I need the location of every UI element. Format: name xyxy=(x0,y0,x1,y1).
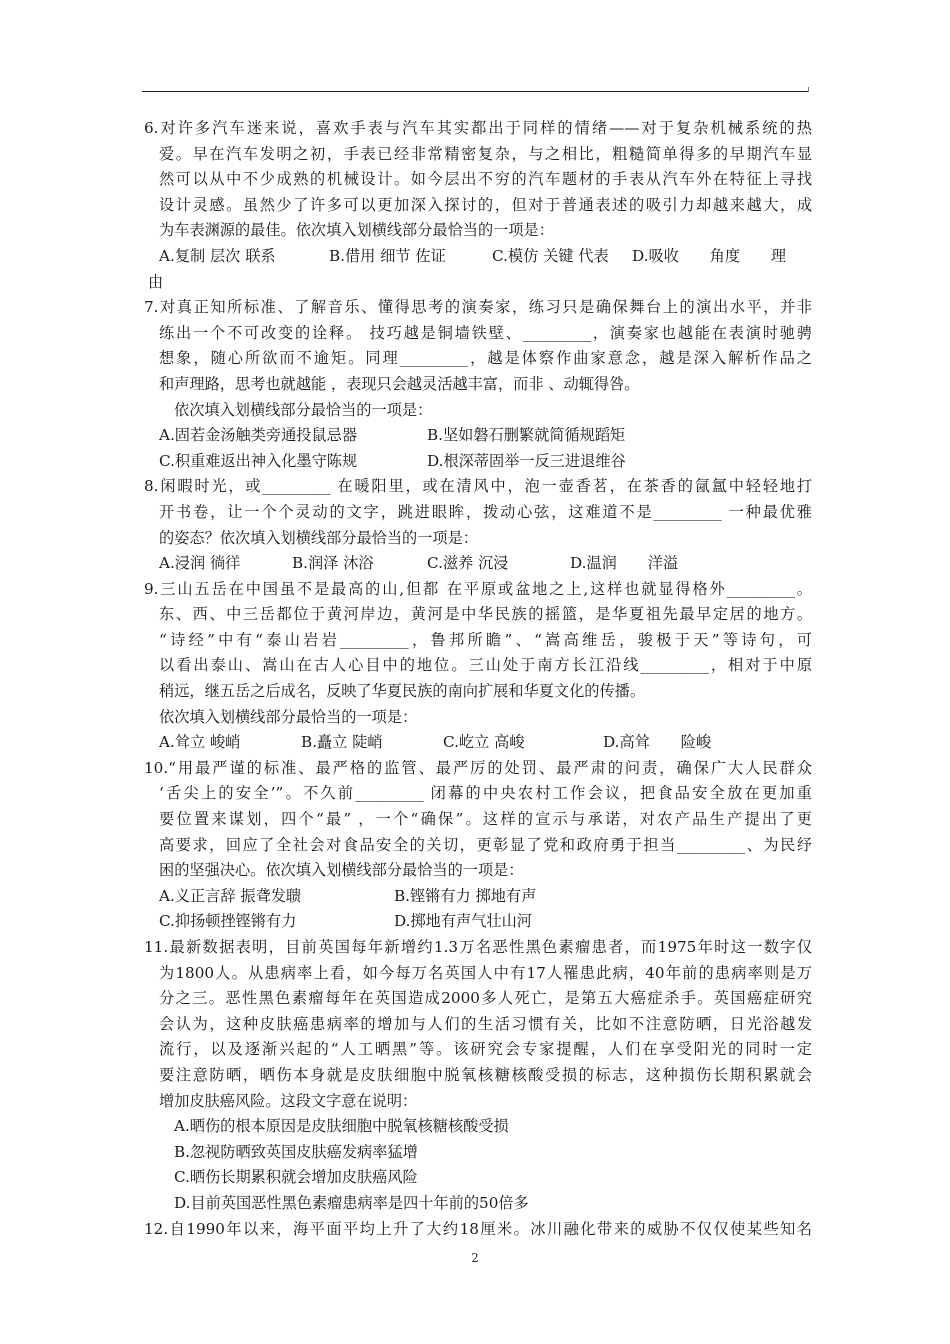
options-row xyxy=(144,884,812,910)
question-7 xyxy=(144,295,812,474)
option-c: C.积重难返出神入化墨守陈规 xyxy=(159,451,358,470)
header-rule xyxy=(142,91,808,92)
option-b: B.忽视防晒致英国皮肤癌发病率猛增 xyxy=(174,1142,418,1161)
option-c: C.屹立 高峻 xyxy=(443,733,525,752)
question-10 xyxy=(144,756,812,935)
option-c: C.模仿 关键 代表 xyxy=(492,246,609,265)
question-text-line: 要位置来谋划，四个“最” ，一个“确保”。这样的宣示与承诺，对农产品生产提出了更 xyxy=(159,810,812,829)
option-b: B.坚如磐石删繁就简循规蹈矩 xyxy=(427,426,626,445)
question-text-line: 增加皮肤癌风险。这段文字意在说明： xyxy=(159,1091,418,1110)
options-row xyxy=(144,551,812,577)
option-c: C.抑扬顿挫铿锵有力 xyxy=(159,912,297,931)
option-a: A.晒伤的根本原因是皮肤细胞中脱氧核糖核酸受损 xyxy=(174,1117,509,1136)
question-text-line: 稍远，继五岳之后成名，反映了华夏民族的南向扩展和华夏文化的传播。 xyxy=(159,682,645,701)
question-text-line: 12.自1990年以来，海平面平均上升了大约18厘米。冰川融化带来的威胁不仅仅使某些知名 xyxy=(144,1219,812,1238)
question-prompt: 依次填入划横线部分最恰当的一项是： xyxy=(174,400,433,419)
question-text-line: 要注意防晒，晒伤本身就是皮肤细胞中脱氧核糖核酸受损的标志，这种损伤长期积累就会 xyxy=(159,1065,812,1084)
question-text-line: 11.最新数据表明，目前英国每年新增约1.3万名恶性黑色素瘤患者，而1975年时这一数字仅 xyxy=(144,938,812,956)
question-text-line: 高要求，回应了全社会对食品安全的关切，更彰显了党和政府勇于担当_________、为民纾 xyxy=(159,835,812,854)
question-text-line: 10.“用最严谨的标准、最严格的监管、最严厉的处罚、最严肃的问责，确保广大人民群众 xyxy=(144,758,812,777)
question-prompt: 依次填入划横线部分最恰当的一项是： xyxy=(159,707,418,726)
question-text-line: 的姿态？依次填入划横线部分最恰当的一项是： xyxy=(159,528,478,547)
option-c: C.滋养 沉浸 xyxy=(427,554,509,573)
option-c: C.晒伤长期累积就会增加皮肤癌风险 xyxy=(174,1168,418,1187)
question-8 xyxy=(144,474,812,576)
question-text-line: 东、西、中三岳都位于黄河岸边，黄河是中华民族的摇篮，是华夏祖先最早定居的地方。 xyxy=(159,605,812,624)
option-a: A.复制 层次 联系 xyxy=(159,246,276,265)
question-text-line: 爱。早在汽车发明之初，手表已经非常精密复杂，与之相比，粗糙简单得多的早期汽车显 xyxy=(159,144,812,163)
question-text-line: 会认为，这种皮肤癌患病率的增加与人们的生活习惯有关，比如不注意防晒，日光浴越发 xyxy=(159,1014,812,1033)
option-d: D.根深蒂固举一反三进退维谷 xyxy=(427,451,626,470)
option-d: D.目前英国恶性黑色素瘤患病率是四十年前的50倍多 xyxy=(174,1193,529,1212)
options-row xyxy=(144,449,812,475)
options-row xyxy=(144,423,812,449)
question-text-line: 开书卷，让一个个灵动的文字，跳进眼眸，拨动心弦，这难道不是_________ 一种最优雅 xyxy=(159,502,812,521)
option-b: B.润泽 沐浴 xyxy=(292,554,374,573)
question-text-line: 想象，随心所欲而不逾矩。同理_________，越是体察作曲家意念，越是深入解析作品之 xyxy=(159,349,812,368)
question-text-line: 困的坚强决心。依次填入划横线部分最恰当的一项是： xyxy=(159,861,524,880)
question-text-line: 为车表渊源的最佳。依次填入划横线部分最恰当的一项是： xyxy=(159,221,554,240)
option-a: A.固若金汤触类旁通投鼠忌器 xyxy=(159,426,358,445)
question-6 xyxy=(144,116,812,295)
question-text-line: 7.对真正知所标准、了解音乐、懂得思考的演奏家，练习只是确保舞台上的演出水平，并非 xyxy=(144,298,812,317)
options-row xyxy=(144,909,812,935)
option-a: A.浸润 徜徉 xyxy=(159,554,241,573)
option-b: B.借用 细节 佐证 xyxy=(329,246,446,265)
option-a: A.耸立 峻峭 xyxy=(159,733,241,752)
option-wrap: 由 xyxy=(148,272,164,291)
question-9 xyxy=(144,577,812,756)
question-text-line: 以看出泰山、嵩山在古人心目中的地位。三山处于南方长江沿线_________，相对于中原 xyxy=(159,656,812,675)
option-d: D.吸收 角度 理 xyxy=(632,246,787,265)
question-text-line: “诗经”中有“泰山岩岩_________，鲁邦所瞻”、“嵩高维岳，骏极于天”等诗句，可 xyxy=(159,630,812,649)
question-12 xyxy=(144,1217,812,1243)
options-row xyxy=(144,730,812,756)
question-text-line: 8.闲暇时光，或_________ 在暖阳里，或在清风中，泡一壶香茗，在茶香的氤氲中轻轻地打 xyxy=(144,477,812,496)
question-text-line: 为1800人。从患病率上看，如今每万名英国人中有17人罹患此病，40年前的患病率则是万 xyxy=(159,963,812,982)
option-b: B.铿锵有力 掷地有声 xyxy=(394,886,537,905)
option-a: A.义正言辞 振聋发聩 xyxy=(159,886,302,905)
exam-page-body xyxy=(144,116,812,1242)
question-text-line: 6.对许多汽车迷来说，喜欢手表与汽车其实都出于同样的情绪——对于复杂机械系统的热 xyxy=(144,119,812,137)
options-row xyxy=(144,244,812,270)
option-d: D.温润 洋溢 xyxy=(570,554,679,573)
page-number: 2 xyxy=(471,1251,479,1265)
option-d: D.高耸 险峻 xyxy=(603,733,712,752)
question-text-line: 练出一个不可改变的诠释。 技巧越是铜墙铁壁、_________，演奏家也越能在表演时驰骋 xyxy=(159,323,812,342)
question-text-line: 然可以从中不少成熟的机械设计。如今层出不穷的汽车题材的手表从汽车外在特征上寻找 xyxy=(159,170,812,189)
question-text-line: ‘舌尖上的安全’”。不久前_________ 闭幕的中央农村工作会议，把食品安全放在更加重 xyxy=(159,784,812,803)
question-11 xyxy=(144,935,812,1217)
option-b: B.矗立 陡峭 xyxy=(301,733,383,752)
option-d: D.掷地有声气壮山河 xyxy=(394,912,532,931)
question-text-line: 设计灵感。虽然少了许多可以更加深入探讨的，但对于普通表述的吸引力却越来越大，成 xyxy=(159,195,812,214)
question-text-line: 和声理路，思考也就越能 ，表现只会越灵活越丰富，而非 、动辄得咎。 xyxy=(159,374,640,393)
question-text-line: 分之三。恶性黑色素瘤每年在英国造成2000多人死亡，是第五大癌症杀手。英国癌症研究 xyxy=(159,989,812,1008)
question-text-line: 流行，以及逐渐兴起的“人工晒黑”等。该研究会专家提醒，人们在享受阳光的同时一定 xyxy=(159,1040,812,1059)
question-text-line: 9.三山五岳在中国虽不是最高的山,但都 在平原或盆地之上,这样也就显得格外_________。 xyxy=(144,579,812,598)
header-rule-mark xyxy=(808,87,809,92)
